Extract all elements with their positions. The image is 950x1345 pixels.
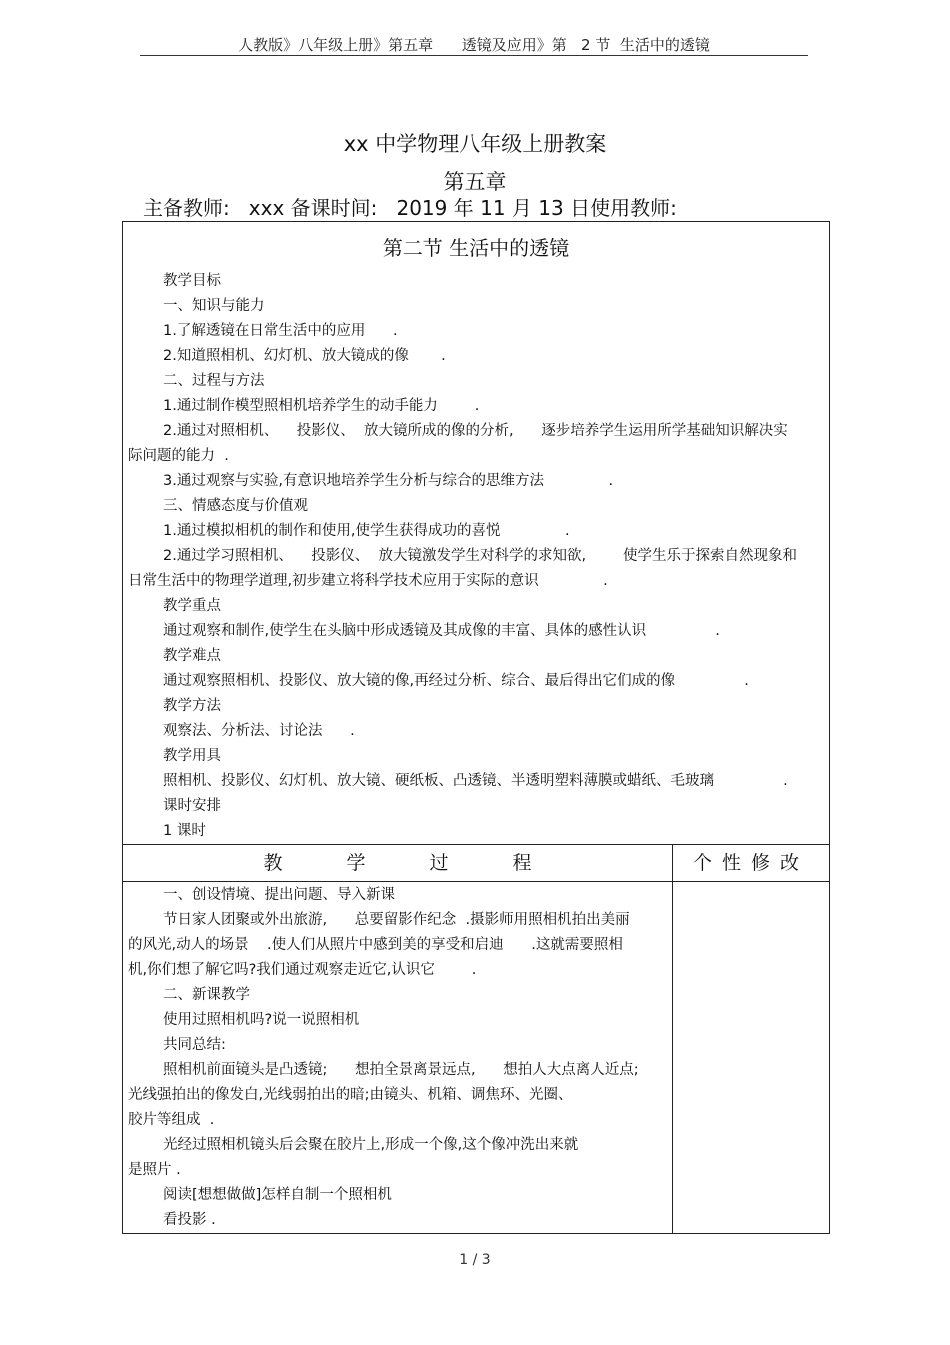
running-header: 人教版》八年级上册》第五章 透镜及应用》第 2 节 生活中的透镜: [238, 36, 710, 54]
page-number: 1 / 3: [459, 1252, 491, 1268]
plan-line: 三、情感态度与价值观: [163, 498, 308, 514]
process-cell: [123, 882, 673, 1234]
lesson-plan-table: [122, 221, 830, 1234]
plan-line: 一、知识与能力: [163, 298, 265, 314]
teacher-info-line: 主备教师: xxx 备课时间: 2019 年 11 月 13 日使用教师:: [143, 196, 677, 220]
process-body: [123, 882, 672, 1233]
plan-body: [123, 269, 829, 844]
process-line: 胶片等组成 .: [128, 1112, 215, 1128]
process-line: 机,你们想了解它吗?我们通过观察走近它,认识它 .: [128, 962, 477, 978]
plan-line: 二、过程与方法: [163, 373, 265, 389]
plan-line: 3.通过观察与实验,有意识地培养学生分析与综合的思维方法 .: [163, 473, 614, 489]
plan-line: 照相机、投影仪、幻灯机、放大镜、硬纸板、凸透镜、半透明塑料薄膜或蜡纸、毛玻璃 .: [163, 773, 788, 789]
plan-line: 教学目标: [163, 273, 221, 289]
plan-line: 2.知道照相机、幻灯机、放大镜成的像 .: [163, 348, 446, 364]
process-line: 二、新课教学: [163, 987, 250, 1003]
plan-line: 观察法、分析法、讨论法 .: [163, 723, 355, 739]
section-title: 第二节 生活中的透镜: [382, 236, 570, 260]
plan-line: 教学重点: [163, 598, 221, 614]
plan-line: 2.通过学习照相机、 投影仪、 放大镜激发学生对科学的求知欲, 使学生乐于探索自然现象和: [163, 548, 797, 564]
process-line: 节日家人团聚或外出旅游, 总要留影作纪念 .摄影师用照相机拍出美丽: [163, 912, 630, 928]
modify-header: 个性修改: [692, 852, 809, 874]
plan-line: 课时安排: [163, 798, 221, 814]
plan-line: 通过观察照相机、投影仪、放大镜的像,再经过分析、综合、最后得出它们成的像 .: [163, 673, 749, 689]
process-header-row: [123, 845, 830, 882]
plan-line: 1.通过模拟相机的制作和使用,使学生获得成功的喜悦 .: [163, 523, 570, 539]
header-rule: [140, 55, 808, 56]
process-header-cell: [123, 845, 673, 882]
process-line: 使用过照相机吗?说一说照相机: [163, 1012, 360, 1028]
modify-header-cell: [673, 845, 830, 882]
plan-row: [123, 222, 830, 845]
plan-line: 教学难点: [163, 648, 221, 664]
process-line: 光线强拍出的像发白,光线弱拍出的暗;由镜头、机箱、调焦环、光圈、: [128, 1087, 573, 1103]
document-title: xx 中学物理八年级上册教案: [343, 132, 607, 156]
plan-line: 日常生活中的物理学道理,初步建立将科学技术应用于实际的意识 .: [128, 573, 608, 589]
plan-cell: [123, 222, 830, 845]
modify-cell: [673, 882, 830, 1234]
process-line: 的风光,动人的场景 .使人们从照片中感到美的享受和启迪 .这就需要照相: [128, 937, 623, 953]
process-line: 看投影 .: [163, 1212, 216, 1228]
plan-line: 际问题的能力 .: [128, 448, 229, 464]
chapter-title: 第五章: [443, 170, 507, 194]
process-row: [123, 882, 830, 1234]
plan-line: 教学方法: [163, 698, 221, 714]
process-line: 照相机前面镜头是凸透镜; 想拍全景离景远点, 想拍人大点离人近点;: [163, 1062, 639, 1078]
plan-line: 2.通过对照相机、 投影仪、 放大镜所成的像的分析, 逐步培养学生运用所学基础知识解决实: [163, 423, 788, 439]
plan-line: 教学用具: [163, 748, 221, 764]
plan-line: 1.了解透镜在日常生活中的应用 .: [163, 323, 398, 339]
plan-line: 1 课时: [163, 823, 206, 839]
process-line: 阅读[想想做做]怎样自制一个照相机: [163, 1187, 392, 1203]
plan-line: 1.通过制作模型照相机培养学生的动手能力 .: [163, 398, 480, 414]
process-line: 光经过照相机镜头后会聚在胶片上,形成一个像,这个像冲洗出来就: [163, 1137, 579, 1153]
process-line: 共同总结:: [163, 1037, 226, 1053]
plan-line: 通过观察和制作,使学生在头脑中形成透镜及其成像的丰富、具体的感性认识 .: [163, 623, 720, 639]
process-header: 教 学 过 程: [263, 852, 532, 874]
process-line: 一、创设情境、提出问题、导入新课: [163, 887, 395, 903]
process-line: 是照片 .: [128, 1162, 181, 1178]
